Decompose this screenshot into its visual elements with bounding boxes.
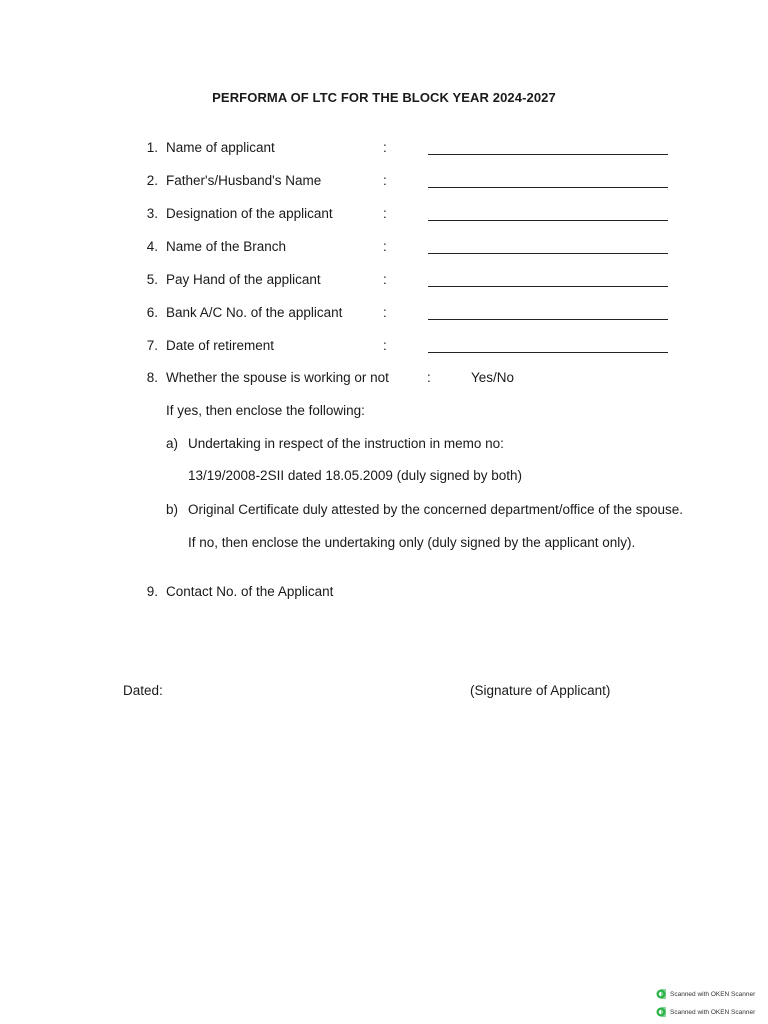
signature-label: (Signature of Applicant) (470, 683, 611, 698)
field-blank-line[interactable] (428, 319, 668, 320)
field-number: 8. (146, 370, 158, 385)
field-blank-line[interactable] (428, 187, 668, 188)
field-number: 3. (146, 206, 158, 221)
field-row-retirement-date (0, 338, 768, 358)
scanner-logo-icon (656, 1007, 666, 1017)
if-yes-instruction: If yes, then enclose the following: (166, 403, 365, 418)
field-blank-line[interactable] (428, 220, 668, 221)
field-label: Date of retirement (166, 338, 275, 353)
field-number: 6. (146, 305, 158, 320)
field-label: Bank A/C No. of the applicant (166, 305, 343, 320)
field-row-name (0, 140, 768, 160)
field-colon: : (383, 173, 387, 188)
field-number: 4. (146, 239, 158, 254)
sub-item-b (0, 502, 768, 522)
field-label: Father's/Husband's Name (166, 173, 322, 188)
sub-item-letter: b) (166, 502, 179, 517)
field-label: Pay Hand of the applicant (166, 272, 321, 287)
field-row-father-husband (0, 173, 768, 193)
field-row-spouse-working (0, 370, 768, 390)
field-number: 5. (146, 272, 158, 287)
field-number: 9. (146, 584, 158, 599)
scanner-watermark (656, 1007, 755, 1017)
field-number: 1. (146, 140, 158, 155)
field-row-branch (0, 239, 768, 259)
scanner-text: Scanned with OKEN Scanner (670, 1008, 756, 1016)
field-row-pay-hand (0, 272, 768, 292)
sub-item-text: Original Certificate duly attested by the concerned department/office of the spouse. (188, 502, 684, 517)
field-blank-line[interactable] (428, 253, 668, 254)
field-label: Contact No. of the Applicant (166, 584, 334, 599)
field-colon: : (383, 140, 387, 155)
sub-item-a-continuation: 13/19/2008-2SII dated 18.05.2009 (duly signed by both) (188, 468, 522, 483)
field-number: 2. (146, 173, 158, 188)
if-no-instruction: If no, then enclose the undertaking only (duly signed by the applicant only). (188, 535, 636, 550)
field-row-bank-account (0, 305, 768, 325)
scanner-watermark (656, 989, 755, 999)
field-number: 7. (146, 338, 158, 353)
field-blank-line[interactable] (428, 352, 668, 353)
field-colon: : (383, 338, 387, 353)
field-row-designation (0, 206, 768, 226)
scanner-logo-icon (656, 989, 666, 999)
sub-item-text: Undertaking in respect of the instruction in memo no: (188, 436, 504, 451)
field-colon: : (383, 206, 387, 221)
form-title: PERFORMA OF LTC FOR THE BLOCK YEAR 2024-2027 (212, 90, 556, 105)
field-colon: : (383, 272, 387, 287)
field-colon: : (427, 370, 431, 385)
field-label: Designation of the applicant (166, 206, 333, 221)
field-colon: : (383, 305, 387, 320)
field-label: Whether the spouse is working or not (166, 370, 389, 385)
yes-no-option[interactable]: Yes/No (471, 370, 515, 385)
sub-item-a (0, 436, 768, 456)
dated-label: Dated: (123, 683, 163, 698)
scanner-text: Scanned with OKEN Scanner (670, 990, 756, 998)
sub-item-letter: a) (166, 436, 179, 451)
field-blank-line[interactable] (428, 154, 668, 155)
field-row-contact (0, 584, 768, 604)
field-label: Name of applicant (166, 140, 275, 155)
field-colon: : (383, 239, 387, 254)
field-label: Name of the Branch (166, 239, 287, 254)
field-blank-line[interactable] (428, 286, 668, 287)
